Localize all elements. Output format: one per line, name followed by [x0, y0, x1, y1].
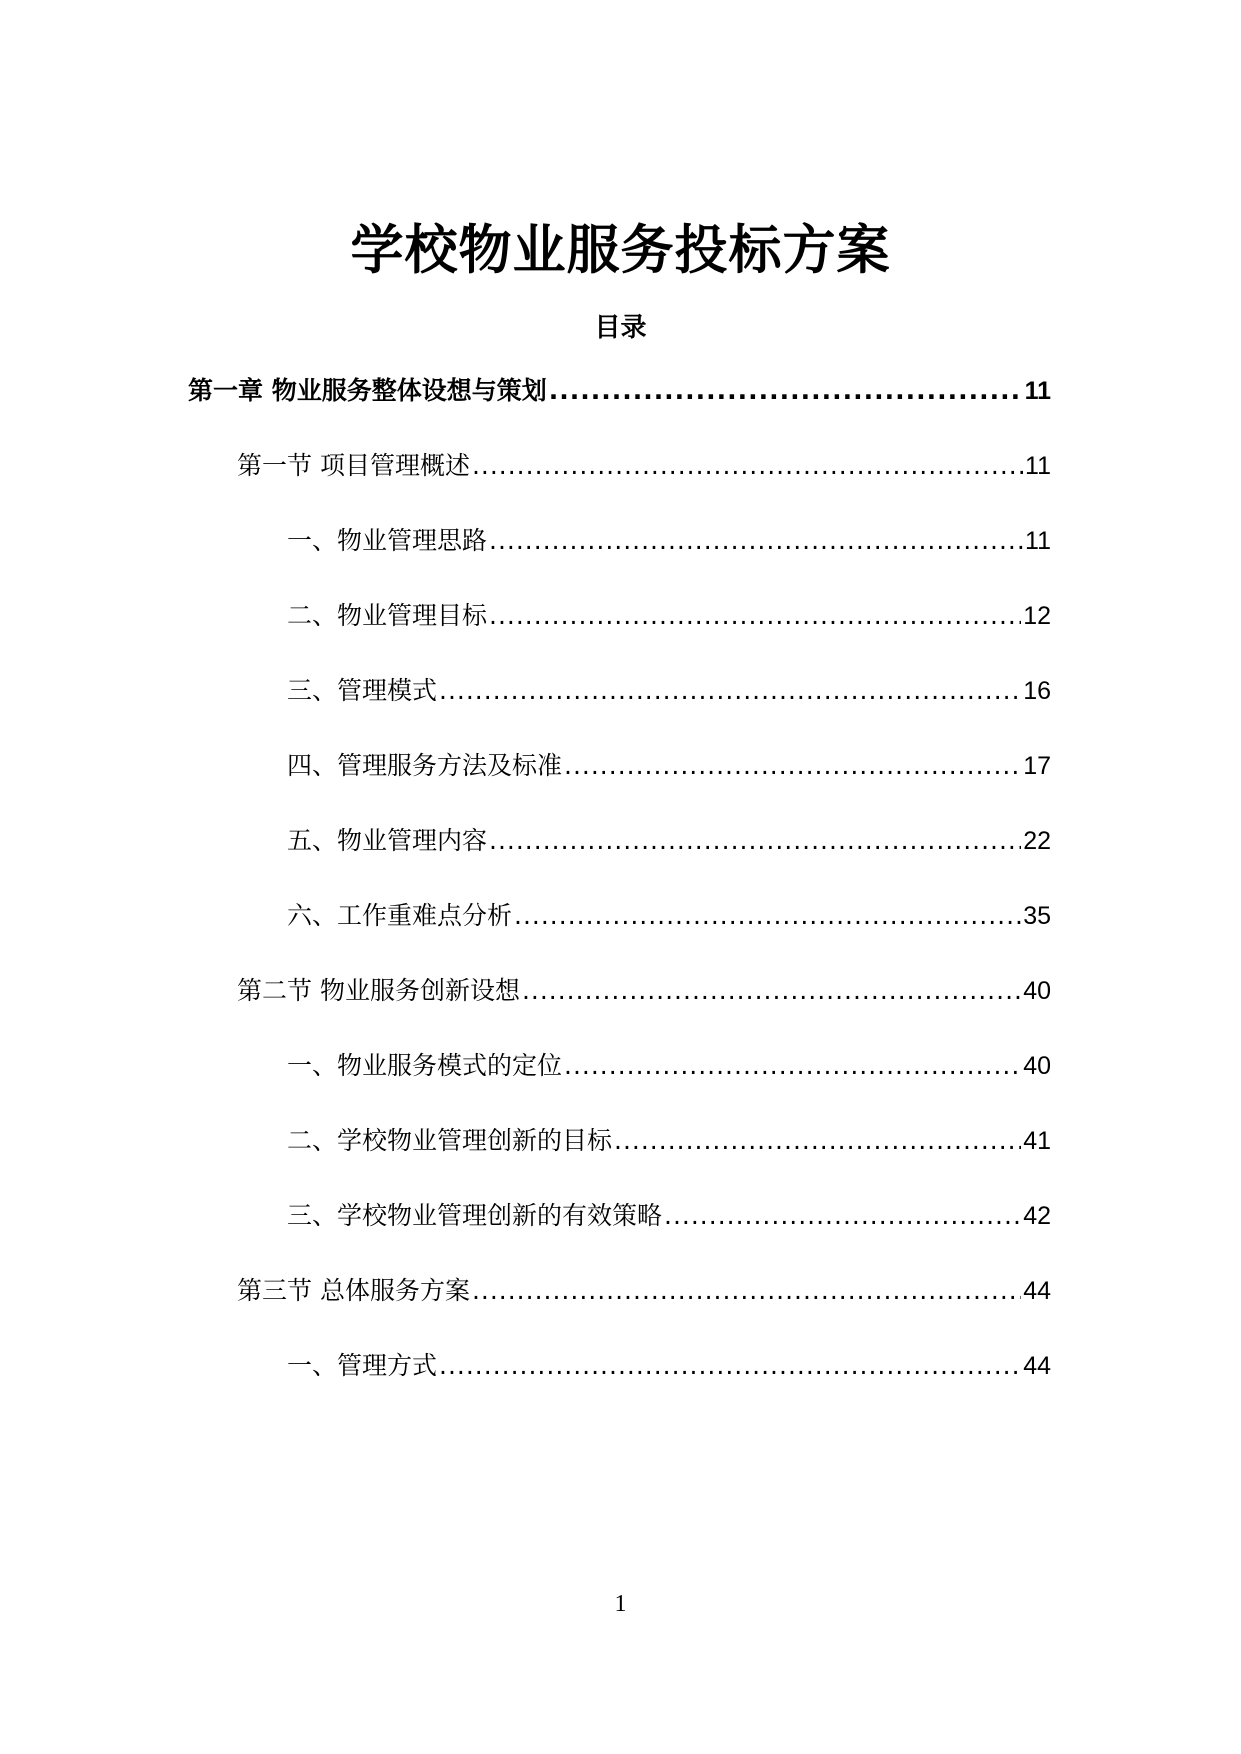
- toc-entry-label: 一、物业管理思路: [287, 526, 488, 555]
- toc-entry-label: 五、物业管理内容: [287, 826, 488, 855]
- toc-dot-leader: [614, 1121, 1021, 1161]
- toc-entry-subsection[interactable]: [287, 671, 1051, 711]
- toc-heading: 目录: [594, 313, 647, 343]
- toc-dot-leader: [564, 746, 1021, 786]
- toc-entry-subsection[interactable]: [287, 821, 1051, 861]
- toc-dot-leader: [489, 596, 1021, 636]
- toc-entry-subsection[interactable]: [287, 1046, 1051, 1086]
- toc-entry-label: 六、工作重难点分析: [287, 901, 513, 930]
- toc-dot-leader: [472, 446, 1023, 486]
- toc-entry-subsection[interactable]: [287, 1121, 1051, 1161]
- toc-dot-leader: [489, 821, 1021, 861]
- toc-entry-page: 22: [1023, 827, 1051, 855]
- toc-entry-page: 11: [1025, 452, 1051, 480]
- toc-entry-subsection[interactable]: [287, 521, 1051, 561]
- toc-entry-subsection[interactable]: [287, 746, 1051, 786]
- toc-entry-page: 16: [1023, 677, 1051, 705]
- toc-dot-leader: [439, 1346, 1021, 1386]
- toc-dot-leader: [489, 521, 1023, 561]
- toc-entry-page: 17: [1023, 752, 1051, 780]
- toc-entry-subsection[interactable]: [287, 1346, 1051, 1386]
- toc-entry-label: 第一章 物业服务整体设想与策划: [188, 376, 547, 405]
- toc-entry-subsection[interactable]: [287, 1196, 1051, 1236]
- toc-entry-label: 二、学校物业管理创新的目标: [287, 1126, 613, 1155]
- toc-entry-page: 35: [1023, 902, 1051, 930]
- toc-entry-page: 11: [1025, 527, 1051, 555]
- toc-entry-section[interactable]: [237, 1271, 1051, 1311]
- toc-dot-leader: [664, 1196, 1021, 1236]
- toc-entry-label: 一、管理方式: [287, 1351, 438, 1380]
- toc-entry-page: 40: [1023, 1052, 1051, 1080]
- toc-entry-label: 三、学校物业管理创新的有效策略: [287, 1201, 663, 1230]
- toc-entry-label: 第一节 项目管理概述: [237, 451, 470, 480]
- page-number: 1: [614, 1591, 627, 1617]
- toc-dot-leader: [522, 971, 1021, 1011]
- toc-entry-page: 42: [1023, 1202, 1051, 1230]
- toc-entry-page: 44: [1023, 1277, 1051, 1305]
- toc-dot-leader: [514, 896, 1021, 936]
- toc-entry-page: 41: [1023, 1127, 1051, 1155]
- toc-entry-page: 12: [1023, 602, 1051, 630]
- toc-entry-chapter[interactable]: [188, 371, 1051, 411]
- toc-dot-leader: [439, 671, 1021, 711]
- toc-entry-section[interactable]: [237, 446, 1051, 486]
- toc-entry-page: 44: [1023, 1352, 1051, 1380]
- toc-entry-label: 第二节 物业服务创新设想: [237, 976, 520, 1005]
- toc-dot-leader: [564, 1046, 1021, 1086]
- toc-entry-subsection[interactable]: [287, 896, 1051, 936]
- toc-entry-label: 三、管理模式: [287, 676, 438, 705]
- document-title: 学校物业服务投标方案: [350, 219, 891, 281]
- toc-entry-page: 11: [1024, 377, 1051, 405]
- toc-entry-subsection[interactable]: [287, 596, 1051, 636]
- toc-entry-label: 第三节 总体服务方案: [237, 1276, 470, 1305]
- toc-entry-page: 40: [1023, 977, 1051, 1005]
- toc-entry-label: 二、物业管理目标: [287, 601, 488, 630]
- toc-entry-label: 四、管理服务方法及标准: [287, 751, 563, 780]
- toc-entry-section[interactable]: [237, 971, 1051, 1011]
- toc-dot-leader: [472, 1271, 1021, 1311]
- toc-entry-label: 一、物业服务模式的定位: [287, 1051, 563, 1080]
- toc-dot-leader: [549, 371, 1023, 411]
